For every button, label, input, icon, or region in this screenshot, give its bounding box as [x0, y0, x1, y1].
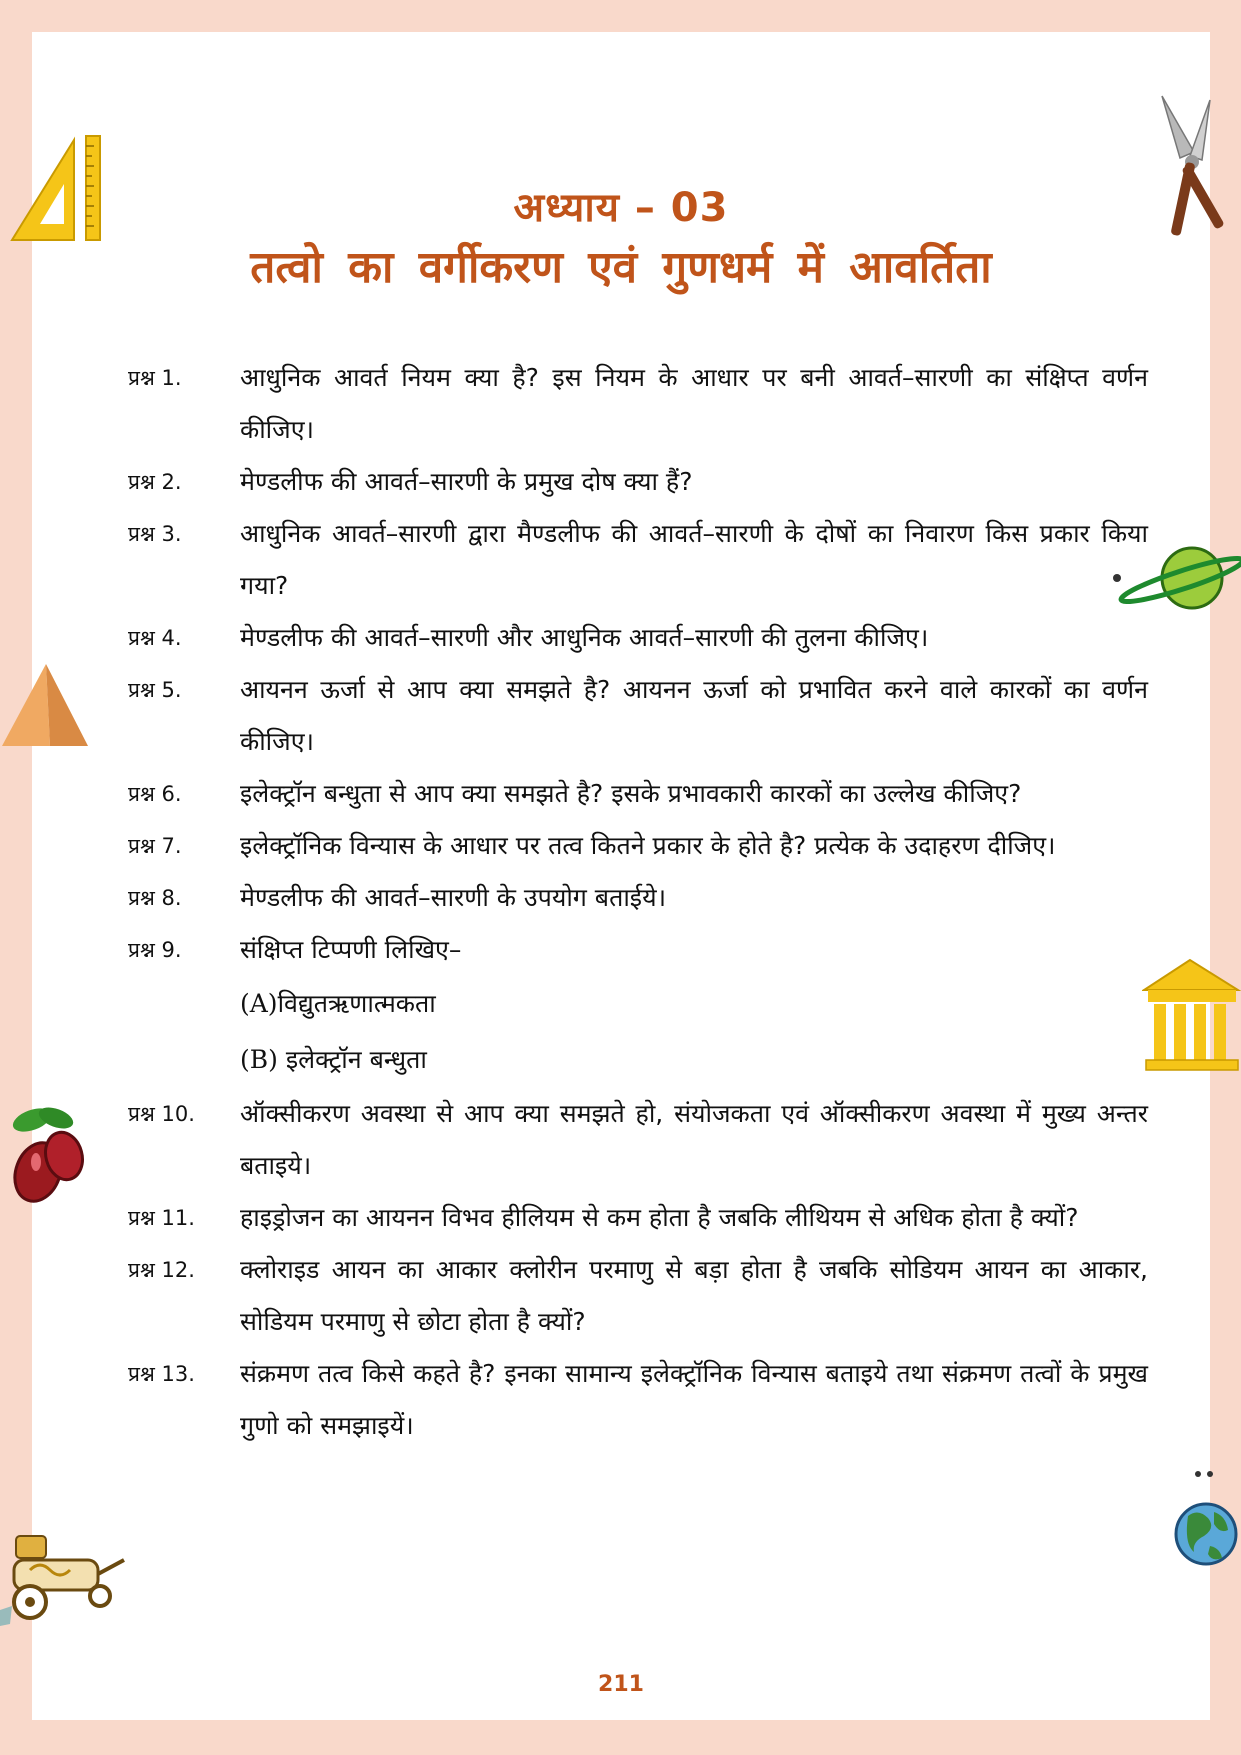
sub-text: इलेक्ट्रॉन बन्धुता [277, 1045, 427, 1074]
temple-icon [1142, 956, 1241, 1074]
pyramid-icon [0, 660, 92, 750]
question-item [128, 664, 1148, 768]
page [32, 32, 1210, 1720]
sub-marker: (B) [240, 1045, 278, 1074]
question-text: संक्षिप्त टिप्पणी लिखिए– [240, 935, 462, 964]
question-number: प्रश्न 10. [128, 1102, 195, 1126]
fruit-icon [4, 1102, 90, 1212]
question-text: इलेक्ट्रॉनिक विन्यास के आधार पर तत्व कितने प्रकार के होते है? प्रत्येक के उदाहरण दीजिए। [240, 831, 1056, 860]
question-item [128, 456, 1148, 508]
question-text: इलेक्ट्रॉन बन्धुता से आप क्या समझते है? इसके प्रभावकारी कारकों का उल्लेख कीजिए? [240, 779, 1022, 808]
cart-icon [0, 1530, 130, 1630]
planet-icon [1112, 540, 1241, 620]
title-block [32, 180, 1210, 300]
question-text: आयनन ऊर्जा से आप क्या समझते है? आयनन ऊर्जा को प्रभावित करने वाले कारकों का वर्णन कीजिए। [240, 675, 1148, 756]
sub-text: विद्युतऋणात्मकता [277, 989, 436, 1018]
question-item [128, 508, 1148, 612]
question-number: प्रश्न 7. [128, 834, 182, 858]
question-text: हाइड्रोजन का आयनन विभव हीलियम से कम होता है जबकि लीथियम से अधिक होता है क्यों? [240, 1203, 1079, 1232]
globe-icon [1170, 1466, 1241, 1586]
question-item [128, 872, 1148, 924]
question-item [128, 612, 1148, 664]
question-number: प्रश्न 9. [128, 938, 182, 962]
question-item [128, 1348, 1148, 1452]
shears-icon [1150, 92, 1240, 242]
question-item [128, 820, 1148, 872]
question-number: प्रश्न 13. [128, 1362, 195, 1386]
sub-item [128, 976, 1148, 1032]
question-text: आधुनिक आवर्त–सारणी द्वारा मैण्डलीफ की आवर्त–सारणी के दोषों का निवारण किस प्रकार किया गया? [240, 519, 1148, 600]
question-text: संक्रमण तत्व किसे कहते है? इनका सामान्य इलेक्ट्रॉनिक विन्यास बताइये तथा संक्रमण तत्वों के प्रमुख गुणो को समझाइयें। [240, 1359, 1148, 1440]
sub-marker: (A) [240, 989, 278, 1018]
question-number: प्रश्न 1. [128, 366, 182, 390]
question-number: प्रश्न 3. [128, 522, 182, 546]
question-number: प्रश्न 6. [128, 782, 182, 806]
question-text: मेण्डलीफ की आवर्त–सारणी और आधुनिक आवर्त–सारणी की तुलना कीजिए। [240, 623, 929, 652]
question-text: मेण्डलीफ की आवर्त–सारणी के उपयोग बताईये। [240, 883, 667, 912]
question-number: प्रश्न 11. [128, 1206, 195, 1230]
question-list [128, 352, 1148, 1452]
question-item [128, 352, 1148, 456]
question-number: प्रश्न 5. [128, 678, 182, 702]
question-item [128, 768, 1148, 820]
question-text: क्लोराइड आयन का आकार क्लोरीन परमाणु से बड़ा होता है जबकि सोडियम आयन का आकार, सोडियम परमाणु से छोटा होता है क्यों? [240, 1255, 1148, 1336]
question-number: प्रश्न 8. [128, 886, 182, 910]
question-text: ऑक्सीकरण अवस्था से आप क्या समझते हो, संयोजकता एवं ऑक्सीकरण अवस्था में मुख्य अन्तर बताइये। [240, 1099, 1148, 1180]
chapter-title: तत्वो का वर्गीकरण एवं गुणधर्म में आवर्तिता [250, 242, 992, 293]
question-item [128, 1244, 1148, 1348]
question-number: प्रश्न 12. [128, 1258, 195, 1282]
question-number: प्रश्न 2. [128, 470, 182, 494]
question-item [128, 924, 1148, 976]
chapter-number: अध्याय – 03 [513, 185, 729, 231]
question-item [128, 1192, 1148, 1244]
page-number: 211 [598, 1672, 644, 1697]
sub-item [128, 1032, 1148, 1088]
question-number: प्रश्न 4. [128, 626, 182, 650]
question-item [128, 1088, 1148, 1192]
question-text: आधुनिक आवर्त नियम क्या है? इस नियम के आधार पर बनी आवर्त–सारणी का संक्षिप्त वर्णन कीजिए। [240, 363, 1148, 444]
question-text: मेण्डलीफ की आवर्त–सारणी के प्रमुख दोष क्या हैं? [240, 467, 693, 496]
set-square-ruler-icon [6, 132, 106, 244]
